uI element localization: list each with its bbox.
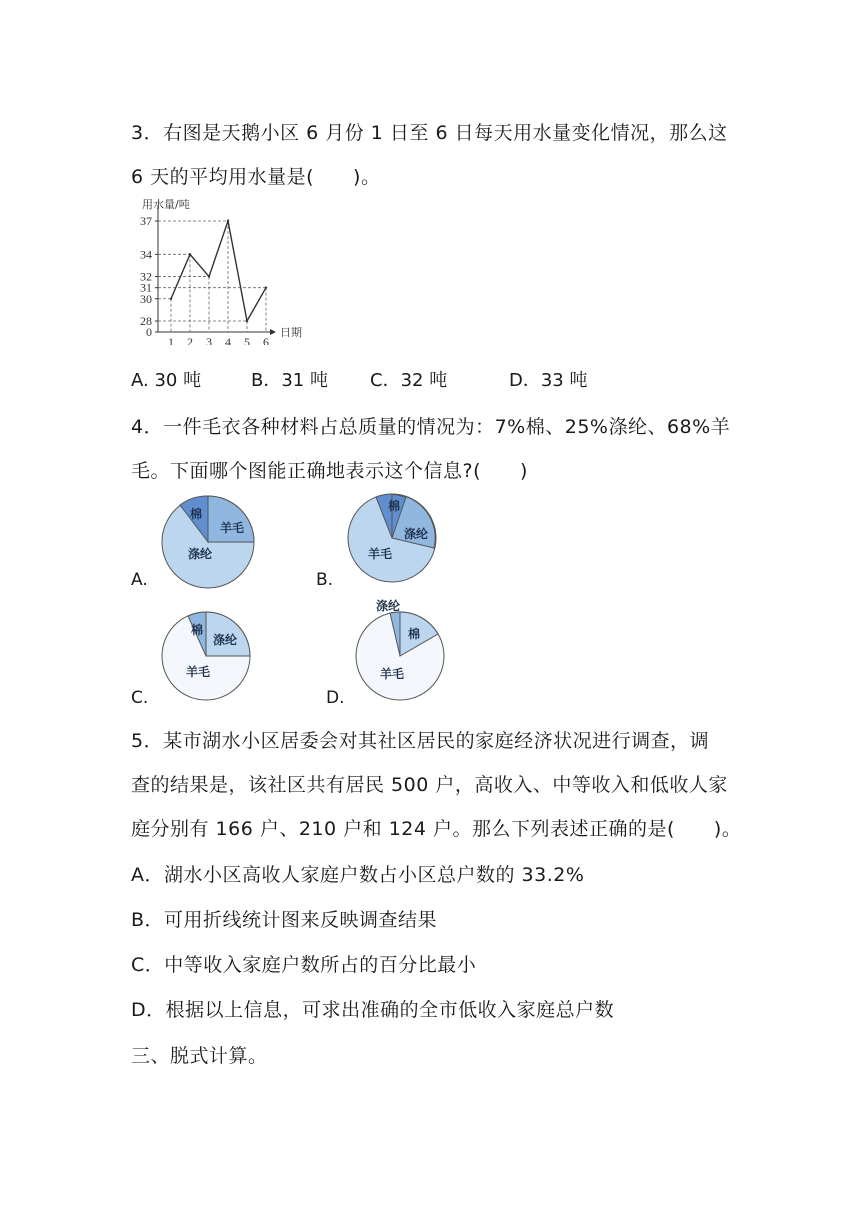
water-usage-line-chart [128,195,308,345]
chart-x-tick-label: 2 [187,335,193,345]
q5-option-d[interactable]: D．根据以上信息，可求出准确的全市低收入家庭总户数 [131,999,615,1021]
pie-b-caption[interactable]: B. [316,570,334,590]
pie-b-label-cotton: 棉 [388,499,401,513]
chart-y-tick-label: 28 [140,314,152,328]
chart-data-point [265,286,267,288]
chart-x-tick-label: 3 [206,335,212,345]
q3-text-line1: 3．右图是天鹅小区 6 月份 1 日至 6 日每天用水量变化情况，那么这 [131,122,728,144]
pie-a-label-wool: 羊毛 [220,521,245,535]
pie-c-caption[interactable]: C. [131,688,149,708]
chart-x-tick-label: 5 [244,335,250,345]
q5-option-a[interactable]: A．湖水小区高收人家庭户数占小区总户数的 33.2% [131,864,585,886]
chart-xlabel: 日期 [280,326,302,339]
pie-chart-d[interactable] [352,598,448,702]
q3-option-c[interactable]: C．32 吨 [370,370,448,391]
q5-option-b[interactable]: B．可用折线统计图来反映调查结果 [131,909,438,931]
pie-chart-c[interactable] [160,610,252,702]
chart-data-point [227,220,229,222]
pie-d-label-cotton: 棉 [408,627,421,641]
q3-option-b[interactable]: B．31 吨 [251,370,328,391]
pie-a-label-cotton: 棉 [190,507,203,521]
pie-d-label-polyester: 涤纶 [376,599,401,613]
chart-y-tick-label: 37 [140,214,152,228]
q3-text-line2: 6 天的平均用水量是( )。 [131,166,381,188]
q5-option-c[interactable]: C．中等收入家庭户数所占的百分比最小 [131,954,477,976]
pie-a-label-polyester: 涤纶 [188,547,213,561]
pie-chart-b[interactable] [346,492,438,584]
chart-x-arrow [270,329,276,335]
chart-y-tick-label: 32 [140,269,152,284]
q5-text-line2: 查的结果是，该社区共有居民 500 户，高收入、中等收入和低收人家 [131,774,728,796]
q5-text-line3: 庭分别有 166 户、210 户和 124 户。那么下列表述正确的是( )。 [131,818,742,840]
chart-series-line [171,221,266,321]
q3-option-d[interactable]: D．33 吨 [509,370,588,391]
pie-a-caption[interactable]: A. [131,570,148,590]
pie-b-label-polyester: 涤纶 [404,527,429,541]
pie-d-label-wool: 羊毛 [380,667,405,681]
q4-text-line2: 毛。下面哪个图能正确地表示这个信息?( ) [131,460,528,482]
chart-x-tick-label: 6 [263,335,269,345]
chart-x-tick-label: 4 [225,335,231,345]
chart-data-point [189,253,191,255]
section-3-heading: 三、脱式计算。 [131,1045,268,1067]
q3-option-a[interactable]: A. 30 吨 [131,370,202,391]
chart-y-tick-label: 0 [146,325,152,339]
chart-y-tick-label: 34 [140,247,152,262]
pie-c-label-wool: 羊毛 [186,665,211,679]
pie-d-caption[interactable]: D. [326,688,345,708]
q5-text-line1: 5．某市湖水小区居委会对其社区居民的家庭经济状况进行调查，调 [131,730,710,752]
pie-c-label-cotton: 棉 [191,623,204,637]
chart-ylabel: 用水量/吨 [142,198,190,211]
chart-data-point [246,320,248,322]
chart-data-point [170,298,172,300]
q4-text-line1: 4．一件毛衣各种材料占总质量的情况为：7%棉、25%涤纶、68%羊 [131,416,731,438]
chart-x-tick-label: 1 [168,335,174,345]
chart-data-point [208,275,210,277]
chart-y-tick-label: 31 [140,280,152,295]
pie-c-label-polyester: 涤纶 [213,633,238,647]
pie-b-label-wool: 羊毛 [368,547,393,561]
pie-chart-a[interactable] [158,492,258,592]
chart-y-tick-label: 30 [140,291,152,306]
